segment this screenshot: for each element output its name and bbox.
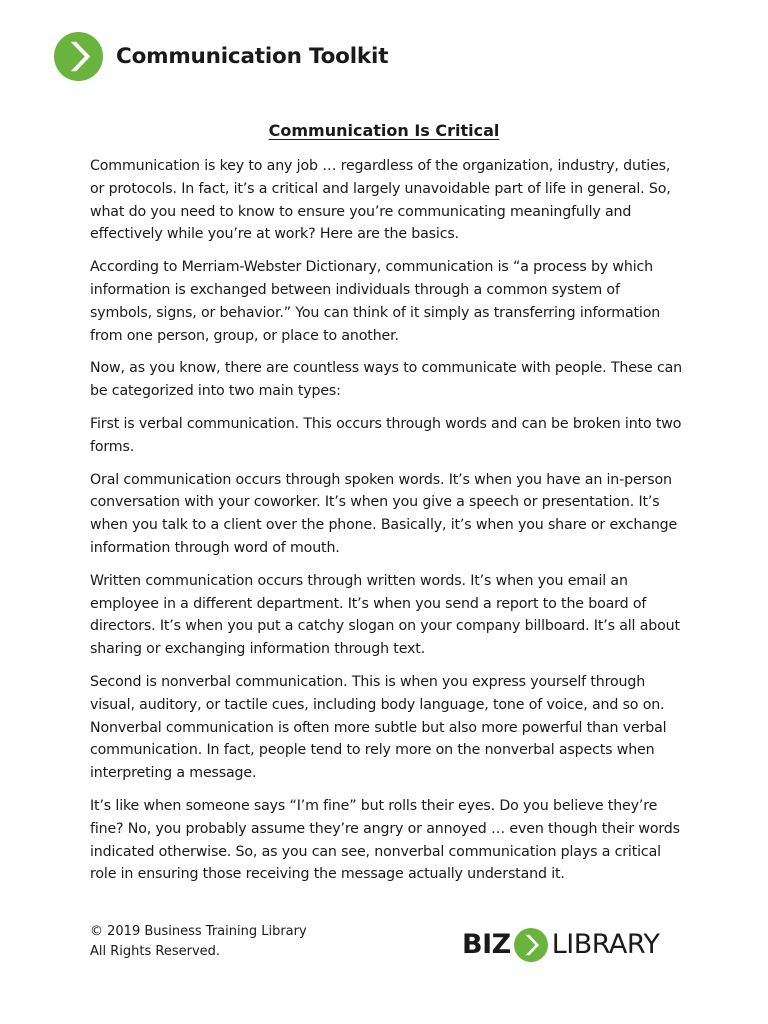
- body-paragraph: Second is nonverbal communication. This is when you express yourself through visual, auditory, or tactile cues, including body language, tone of voice, and so on. Nonverbal communication is often more subtle but also more powerful than verbal communication. In fact, people tend to rely more on the nonverbal aspects when interpreting a message.: [90, 673, 667, 782]
- copyright-line: © 2019 Business Training Library: [90, 924, 307, 939]
- document-heading: Communication Is Critical: [268, 121, 500, 140]
- rights-line: All Rights Reserved.: [90, 943, 221, 959]
- body-paragraph: It’s like when someone says “I’m fine” but rolls their eyes. Do you believe they’re fine? No, you probably assume they’re angry or annoyed … even though their words indicated otherwise. So, as you can see, nonverbal communication plays a critical role in ensuring those receiving the message actually understand it.: [90, 797, 680, 883]
- body-paragraph: First is verbal communication. This occurs through words and can be broken into two forms.: [90, 415, 682, 455]
- document-body: [90, 155, 682, 896]
- body-paragraph: Communication is key to any job … regardless of the organization, industry, duties, or protocols. In fact, it’s a critical and largely unavoidable part of life in general. So, what do you need to know to ensure you’re communicating meaningfully and effectively while you’re at work? Here are the basics.: [90, 158, 671, 243]
- play-circle-icon: [514, 928, 548, 962]
- page-header: [54, 31, 388, 81]
- copyright-notice: [90, 922, 307, 961]
- body-paragraph: Oral communication occurs through spoken words. It’s when you have an in-person conversation with your coworker. It’s when you give a speech or presentation. It’s when you talk to a client over the phone. Basically, it’s when you share or exchange information through word of mouth.: [90, 471, 678, 556]
- body-paragraph: According to Merriam-Webster Dictionary, communication is “a process by which information is exchanged between individuals through a common system of symbols, signs, or behavior.” You can think of it simply as transferring information from one person, group, or place to another.: [90, 259, 661, 344]
- body-paragraph: Written communication occurs through written words. It’s when you email an employee in a different department. It’s when you send a report to the board of directors. It’s when you put a catchy slogan on your company billboard. It’s all about sharing or exchanging information through text.: [90, 572, 680, 658]
- body-paragraph: Now, as you know, there are countless ways to communicate with people. These can be categorized into two main types:: [90, 360, 683, 400]
- logo-biz-text: BIZ: [462, 929, 511, 960]
- logo-library-text: LIBRARY: [551, 929, 660, 960]
- toolkit-title: Communication Toolkit: [116, 43, 389, 69]
- bizlibrary-logo: [462, 926, 659, 964]
- play-circle-icon: [54, 32, 103, 81]
